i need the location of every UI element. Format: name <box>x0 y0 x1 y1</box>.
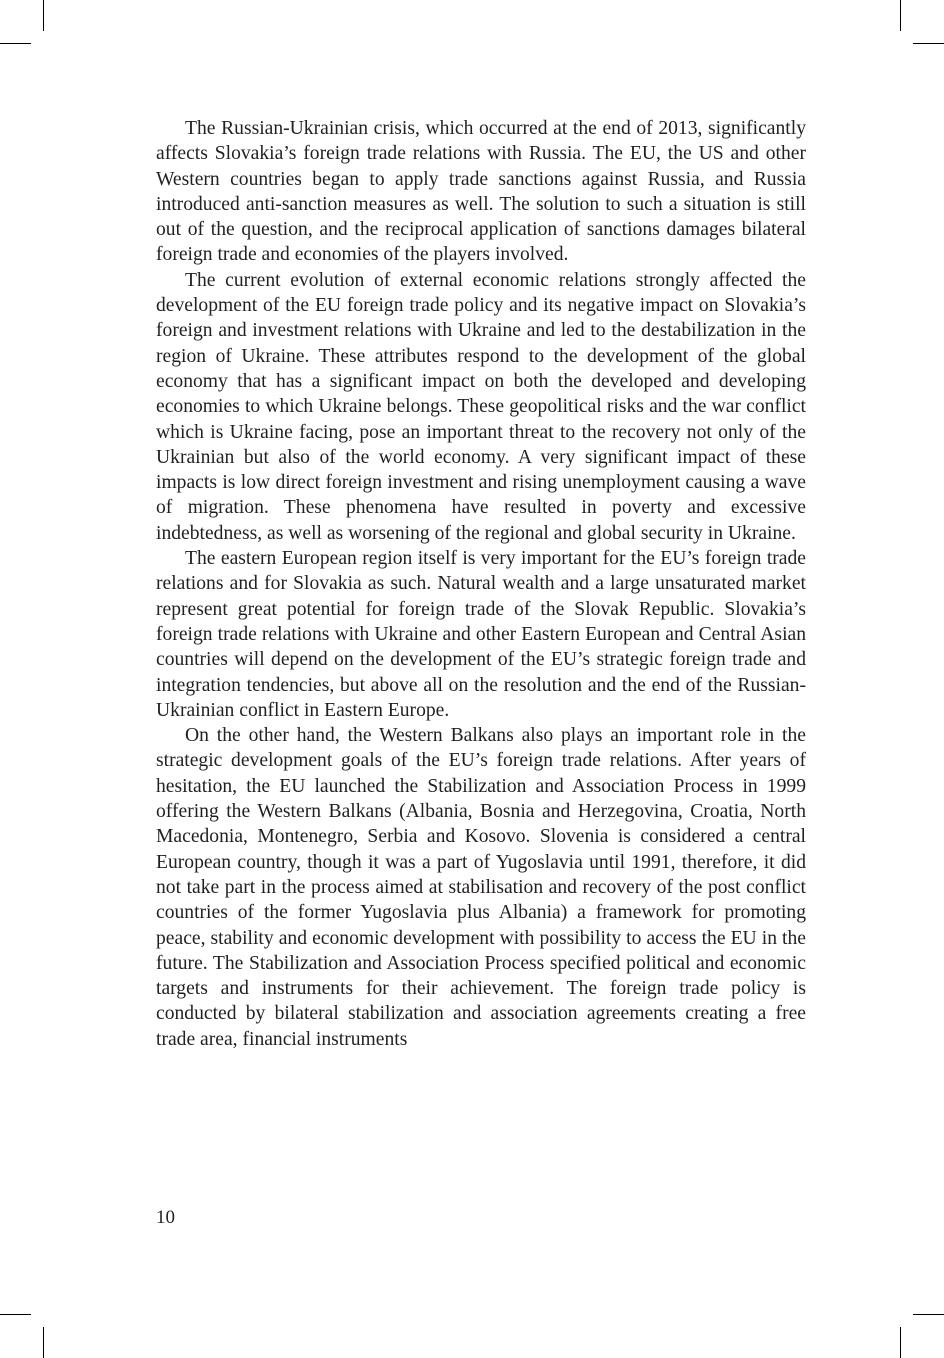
paragraph-russian-ukrainian-crisis: The Russian-Ukrainian crisis, which occurred at the end of 2013, significantly affects Slovakia’s foreign trade relations with Russia. The EU, the US and other Western countries began to apply trade sanctions against Russia, and Russia introduced anti-sanction measures as well. The solution to such a situation is still out of the question, and the reciprocal application of sanctions damages bilateral foreign trade and economies of the players involved. <box>156 118 806 266</box>
crop-mark-bottom-right-vertical <box>900 1327 901 1358</box>
paragraph-western-balkans: On the other hand, the Western Balkans also plays an important role in the strategic development goals of the EU’s foreign trade relations. After years of hesitation, the EU launched the Stabilization and Association Process in 1999 offering the Western Balkans (Albania, Bosnia and Herzegovina, Croatia, North Macedonia, Montenegro, Serbia and Kosovo. Slovenia is considered a central European country, though it was a part of Yugoslavia until 1991, therefore, it did not take part in the process aimed at stabilisation and recovery of the post conflict countries of the former Yugoslavia plus Albania) a framework for promoting peace, stability and economic development with possibility to access the EU in the future. The Stabilization and Association Process specified political and economic targets and instruments for their achievement. The foreign trade policy is conducted by bilateral stabilization and association agreements creating a free trade area, financial instruments <box>156 725 806 1050</box>
crop-mark-bottom-left-vertical <box>43 1327 44 1358</box>
crop-mark-bottom-left-horizontal <box>0 1314 31 1315</box>
crop-mark-top-right-horizontal <box>913 43 944 44</box>
paragraph-external-economic-relations: The current evolution of external economic relations strongly affected the development of the EU foreign trade policy and its negative impact on Slovakia’s foreign and investment relations with Ukraine and led to the destabilization in the region of Ukraine. These attributes respond to the development of the global economy that has a significant impact on both the developed and developing economies to which Ukraine belongs. These geopolitical risks and the war conflict which is Ukraine facing, pose an important threat to the recovery not only of the Ukrainian but also of the world economy. A very significant impact of these impacts is low direct foreign investment and rising unemployment causing a wave of migration. These phenomena have resulted in poverty and excessive indebtedness, as well as worsening of the regional and global security in Ukraine. <box>156 269 806 544</box>
body-text <box>156 116 806 1052</box>
crop-mark-top-left-horizontal <box>0 43 31 44</box>
paragraph-eastern-european-region: The eastern European region itself is very important for the EU’s foreign trade relations and for Slovakia as such. Natural wealth and a large unsaturated market represent great potential for foreign trade of the Slovak Republic. Slovakia’s foreign trade relations with Ukraine and other Eastern European and Central Asian countries will depend on the development of the EU’s strategic foreign trade and integration tendencies, but above all on the resolution and the end of the Russian-Ukrainian conflict in Eastern Europe. <box>156 548 806 721</box>
crop-mark-top-right-vertical <box>900 0 901 31</box>
crop-mark-top-left-vertical <box>43 0 44 31</box>
crop-mark-bottom-right-horizontal <box>913 1314 944 1315</box>
page-number: 10 <box>156 1207 175 1228</box>
